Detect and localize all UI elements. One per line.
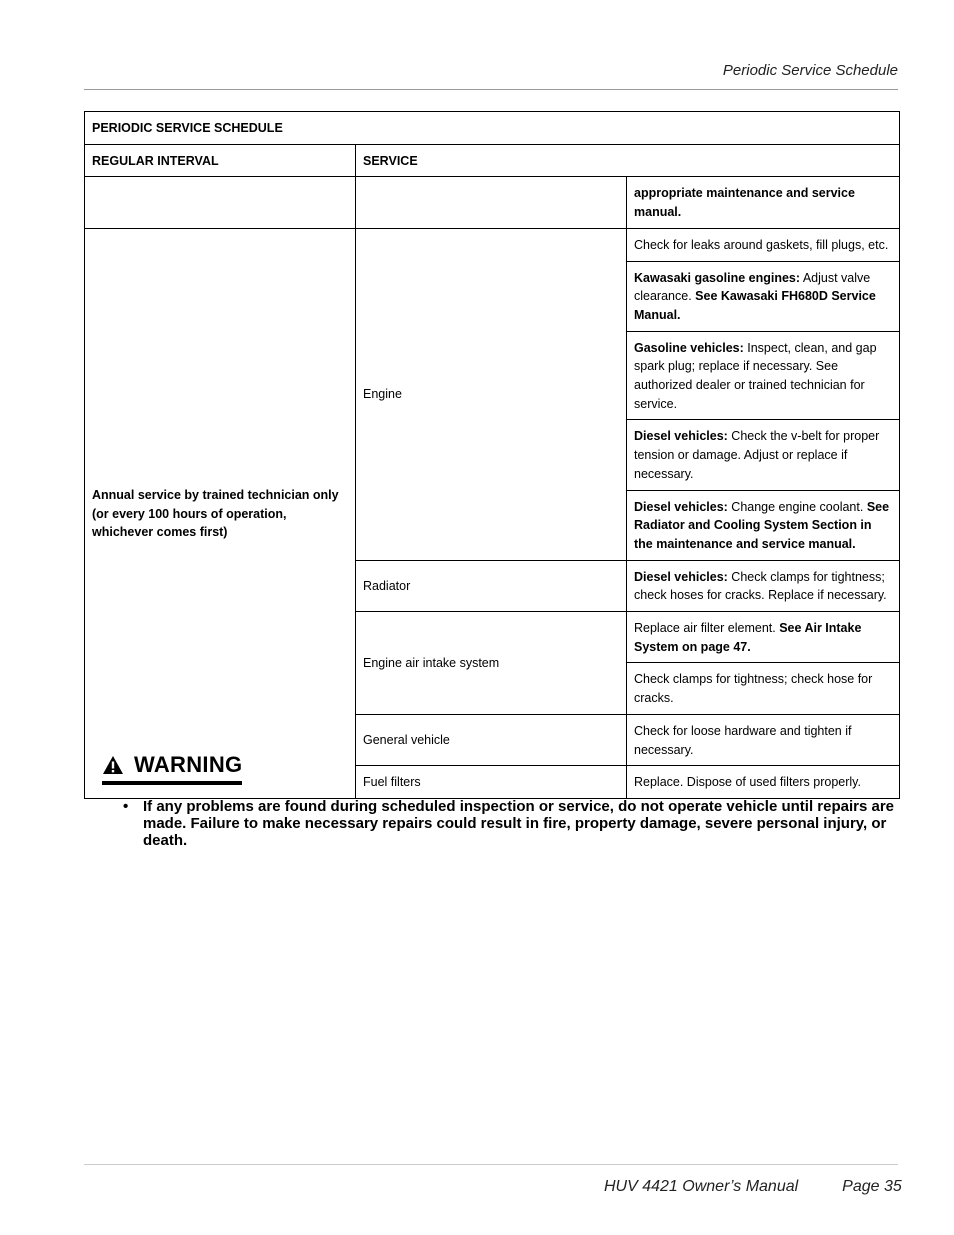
engine-task-4: Diesel vehicles: Check the v-belt for proper tension or damage. Adjust or replace if necessary. — [627, 420, 900, 490]
bullet-icon: • — [123, 798, 129, 815]
table-header-row — [85, 144, 900, 177]
engine-task-2: Kawasaki gasoline engines: Adjust valve clearance. See Kawasaki FH680D Service Manual. — [627, 261, 900, 331]
continued-task-cell — [627, 177, 900, 228]
radiator-component-cell: Radiator — [356, 560, 627, 611]
table-row — [85, 228, 900, 261]
warning-text: If any problems are found during scheduled inspection or service, do not operate vehicle until repairs are made. Failure to make necessary repairs could result in fire, property damage, severe personal injury, or death. — [143, 798, 895, 849]
table-row — [85, 177, 900, 228]
table-title-row — [85, 112, 900, 145]
page-footer — [604, 1178, 902, 1196]
engine-task-1: Check for leaks around gaskets, fill plugs, etc. — [627, 228, 900, 261]
continued-interval-cell — [85, 177, 356, 228]
header-rule — [84, 89, 898, 90]
manual-title: HUV 4421 Owner’s Manual — [604, 1178, 799, 1195]
table-title: PERIODIC SERVICE SCHEDULE — [85, 112, 900, 145]
warning-heading — [102, 752, 242, 785]
page-number: Page 35 — [842, 1178, 902, 1195]
engine-task-5: Diesel vehicles: Change engine coolant. See Radiator and Cooling System Section in the maintenance and service manual. — [627, 490, 900, 560]
column-header-service: SERVICE — [356, 144, 900, 177]
air-intake-task-2: Check clamps for tightness; check hose for cracks. — [627, 663, 900, 714]
air-intake-task-1: Replace air filter element. See Air Intake System on page 47. — [627, 612, 900, 663]
warning-triangle-icon — [102, 755, 124, 775]
warning-title: WARNING — [134, 752, 243, 777]
annual-interval-cell: Annual service by trained technician only (or every 100 hours of operation, whichever comes first) — [85, 228, 356, 798]
column-header-interval: REGULAR INTERVAL — [85, 144, 356, 177]
continued-task-text: appropriate maintenance and service manual. — [634, 186, 855, 220]
engine-component-cell: Engine — [356, 228, 627, 560]
continued-component-cell — [356, 177, 627, 228]
engine-task-3: Gasoline vehicles: Inspect, clean, and gap spark plug; replace if necessary. See authorized dealer or trained technician for service. — [627, 331, 900, 420]
footer-rule — [84, 1164, 898, 1165]
fuel-filters-component-cell: Fuel filters — [356, 766, 627, 799]
air-intake-component-cell: Engine air intake system — [356, 612, 627, 715]
running-header: Periodic Service Schedule — [722, 62, 898, 79]
warning-item — [123, 798, 903, 849]
warning-list — [123, 798, 903, 849]
radiator-task: Diesel vehicles: Check clamps for tightness; check hoses for cracks. Replace if necessary. — [627, 560, 900, 611]
general-vehicle-component-cell: General vehicle — [356, 714, 627, 765]
periodic-service-schedule-table — [84, 111, 900, 799]
fuel-filters-task: Replace. Dispose of used filters properly. — [627, 766, 900, 799]
general-vehicle-task: Check for loose hardware and tighten if necessary. — [627, 714, 900, 765]
